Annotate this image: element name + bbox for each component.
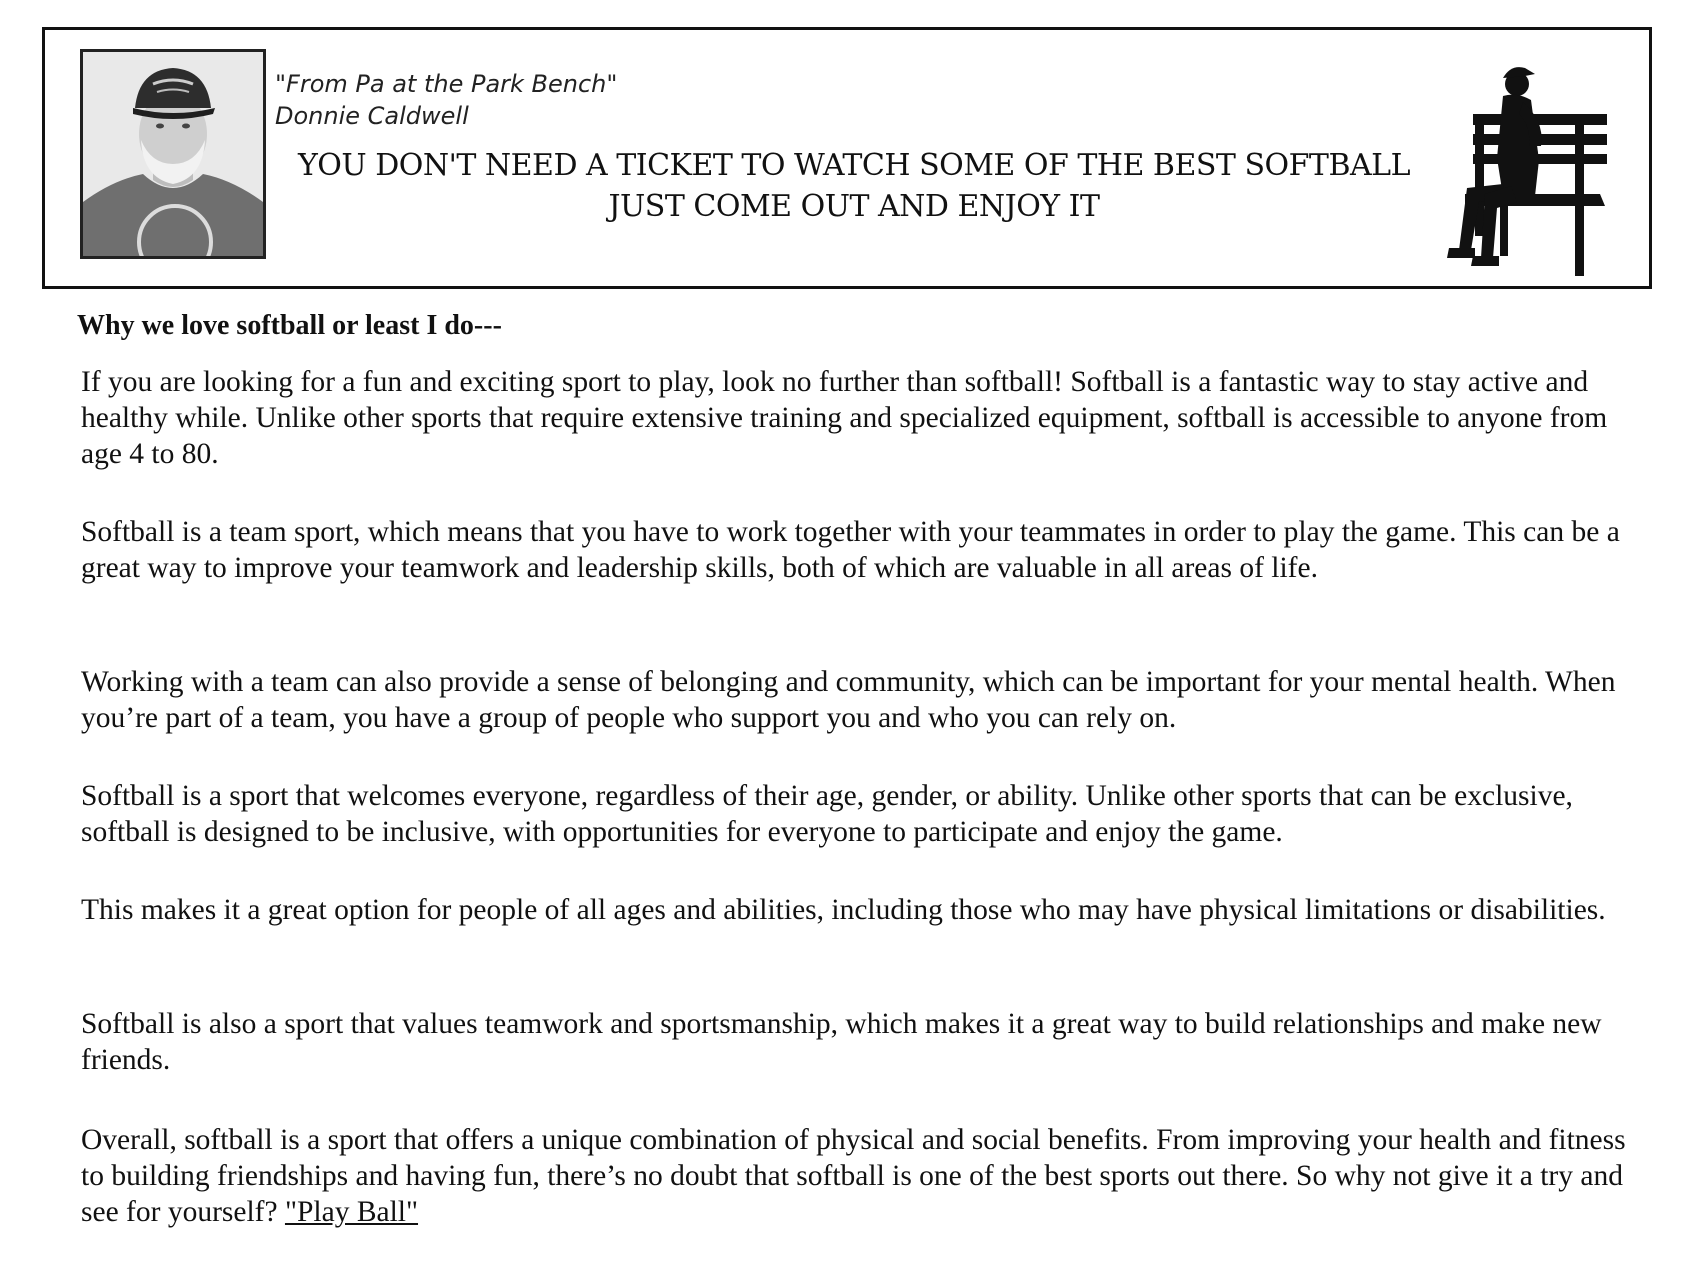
author-byline: Donnie Caldwell: [275, 102, 469, 130]
banner-headline-line-1: YOU DON'T NEED A TICKET TO WATCH SOME OF THE BEST SOFTBALL: [297, 148, 1410, 183]
banner-headline: [273, 145, 1435, 227]
paragraph-7: [81, 1122, 1651, 1230]
paragraph-3: Working with a team can also provide a sense of belonging and community, which can be important for your mental health. When you’re part of a team, you have a group of people who support you and who you can rely on.: [81, 666, 1616, 734]
paragraph-6: Softball is also a sport that values teamwork and sportsmanship, which makes it a great way to build relationships and make new friends.: [81, 1008, 1602, 1076]
header-quote: "From Pa at the Park Bench": [275, 70, 618, 98]
man-on-park-bench-silhouette-icon: [1445, 62, 1625, 277]
header-banner: [42, 27, 1652, 289]
article-heading: Why we love softball or least I do---: [77, 310, 502, 341]
paragraph-2: Softball is a team sport, which means that you have to work together with your teammates in order to play the game. This can be a great way to improve your teamwork and leadership skills, both of which are valuable in all areas of life.: [81, 516, 1620, 584]
play-ball-link[interactable]: "Play Ball": [284, 1196, 419, 1228]
paragraph-5: This makes it a great option for people of all ages and abilities, including those who may have physical limitations or disabilities.: [81, 894, 1606, 926]
paragraph-4: Softball is a sport that welcomes everyone, regardless of their age, gender, or ability. Unlike other sports that can be exclusive, softball is designed to be inclusive, with opportunities for everyone to participate and enjoy the game.: [81, 780, 1573, 848]
paragraph-7-text: Overall, softball is a sport that offers a unique combination of physical and social benefits. From improving your health and fitness to building friendships and having fun, there’s no doubt that softball is one of the best sports out there. So why not give it a try and see for yourself?: [81, 1124, 1626, 1228]
banner-headline-line-2: JUST COME OUT AND ENJOY IT: [608, 189, 1100, 224]
paragraph-1: If you are looking for a fun and exciting sport to play, look no further than softball! Softball is a fantastic way to stay active and healthy while. Unlike other sports that require extensive training and specialized equipment, softball is accessible to anyone from age 4 to 80.: [81, 366, 1608, 470]
author-portrait: [80, 49, 266, 259]
author-portrait-photo: [83, 52, 263, 256]
